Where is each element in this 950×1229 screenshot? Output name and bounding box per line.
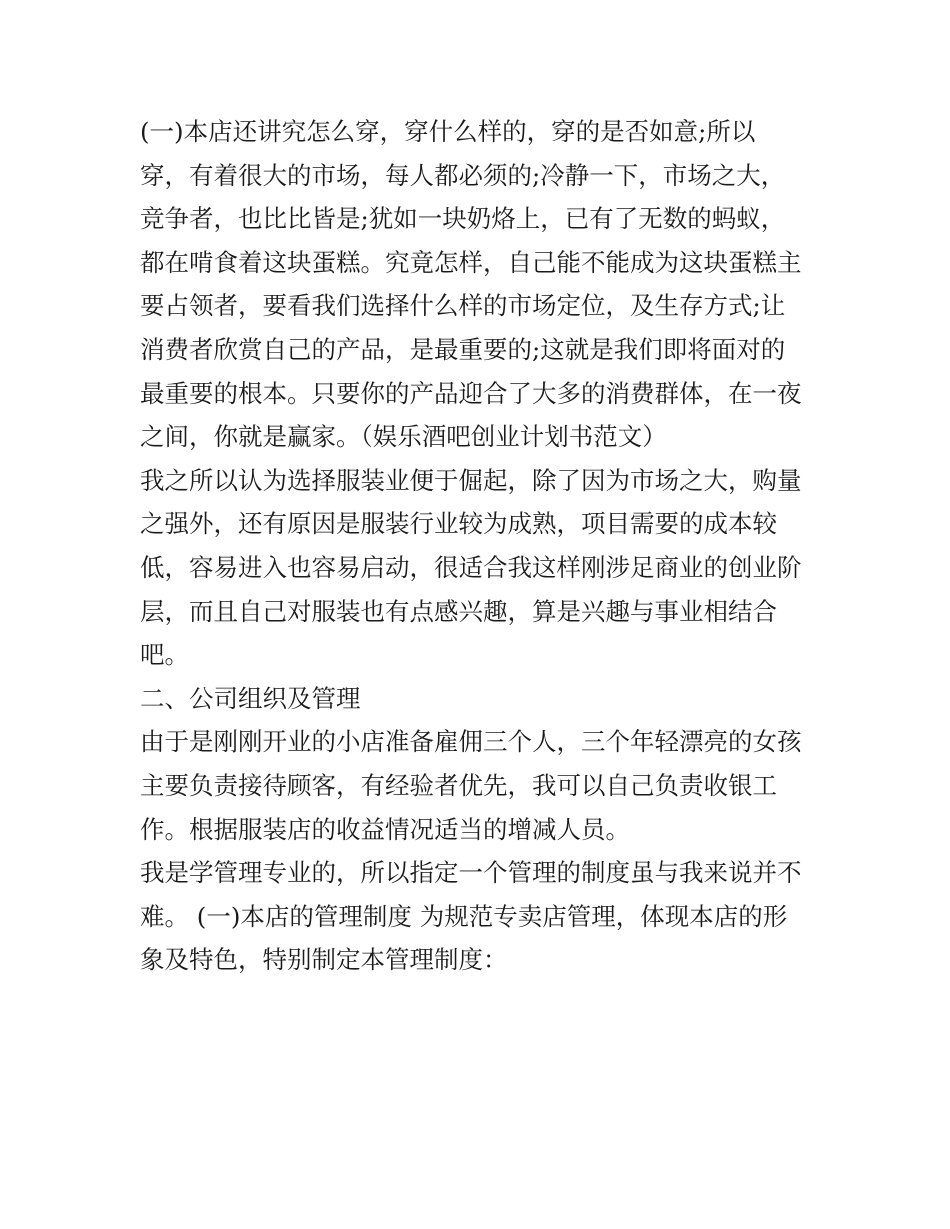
text-line: 作。根据服装店的收益情况适当的增减人员。 — [140, 814, 630, 844]
text-line: 最重要的根本。只要你的产品迎合了大多的消费群体，在一夜 — [140, 378, 802, 408]
section-heading: 二、公司组织及管理 — [140, 683, 361, 713]
document-body — [140, 110, 830, 982]
text-line: 象及特色，特别制定本管理制度： — [140, 945, 508, 975]
text-line: 主要负责接待顾客，有经验者优先，我可以自己负责收银工 — [140, 770, 777, 800]
text-line: 之强外，还有原因是服装行业较为成熟，项目需要的成本较 — [140, 509, 777, 539]
text-line: 我之所以认为选择服装业便于倔起，除了因为市场之大，购量 — [140, 465, 802, 495]
text-line: 我是学管理专业的，所以指定一个管理的制度虽与我来说并不 — [140, 858, 802, 888]
text-line: 之间，你就是赢家。（娱乐酒吧创业计划书范文） — [140, 422, 667, 452]
text-line: (一)本店还讲究怎么穿，穿什么样的，穿的是否如意;所以 — [140, 117, 756, 146]
text-line: 层，而且自己对服装也有点感兴趣，算是兴趣与事业相结合 — [140, 596, 777, 626]
text-line: 消费者欣赏自己的产品，是最重要的;这就是我们即将面对的 — [140, 334, 786, 364]
text-line: 要占领者，要看我们选择什么样的市场定位，及生存方式;让 — [140, 291, 786, 321]
text-line: 难。 (一)本店的管理制度 为规范专卖店管理，体现本店的形 — [140, 901, 788, 931]
text-line: 穿，有着很大的市场，每人都必须的;冷静一下，市场之大， — [140, 160, 786, 190]
text-line: 低，容易进入也容易启动，很适合我这样刚涉足商业的创业阶 — [140, 552, 802, 582]
text-line: 由于是刚刚开业的小店准备雇佣三个人，三个年轻漂亮的女孩 — [140, 727, 802, 757]
text-line: 吧。 — [140, 640, 189, 670]
text-line: 都在啃食着这块蛋糕。究竟怎样，自己能不能成为这块蛋糕主 — [140, 247, 802, 277]
text-line: 竞争者，也比比皆是;犹如一块奶烙上，已有了无数的蚂蚁， — [140, 204, 786, 234]
